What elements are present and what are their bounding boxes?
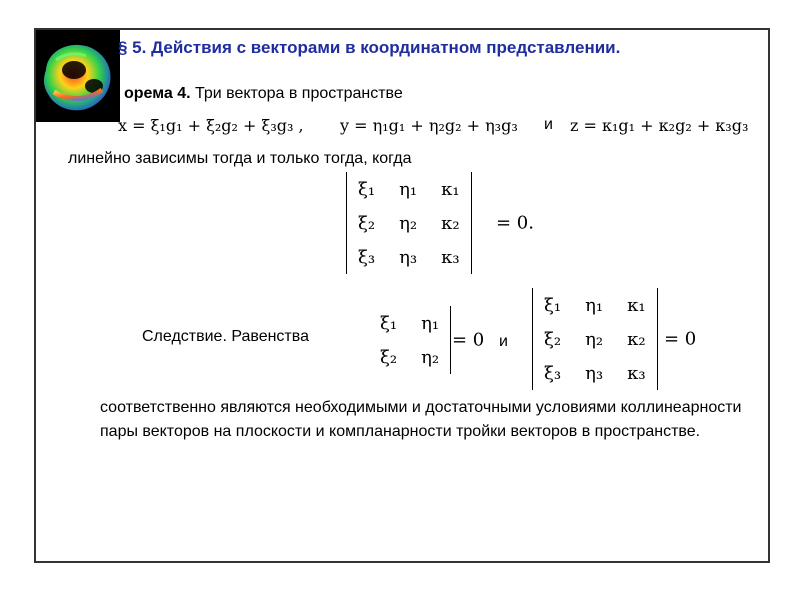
det-cell: κ₃ xyxy=(441,246,460,268)
determinant-equals: = 0. xyxy=(496,212,534,234)
det-cell: κ₁ xyxy=(627,294,646,316)
slide-frame xyxy=(34,28,770,563)
det-cell: ξ₁ xyxy=(544,294,562,316)
det-cell: ξ₃ xyxy=(544,362,562,384)
theorem-text: Три вектора в пространстве xyxy=(195,85,403,102)
det-cell: κ₂ xyxy=(627,328,646,350)
determinant-equals: = 0 xyxy=(452,329,485,351)
formula-x: x = ξ₁g₁ + ξ₂g₂ + ξ₃g₃ , xyxy=(118,116,304,135)
corollary-label: Следствие. Равенства xyxy=(142,328,309,345)
determinant-bar-left xyxy=(532,288,533,390)
conjunction-and: и xyxy=(544,116,553,133)
det-cell: ξ₁ xyxy=(380,312,398,334)
determinant-3x3-corollary xyxy=(532,288,697,390)
det-cell: ξ₁ xyxy=(358,178,376,200)
determinant-bar-right xyxy=(471,172,472,274)
logo-image xyxy=(36,30,120,122)
formula-z: z = κ₁g₁ + κ₂g₂ + κ₃g₃ xyxy=(570,116,749,135)
vector-formulas xyxy=(118,116,772,142)
determinant-matrix xyxy=(346,172,472,274)
condition-text: линейно зависимы тогда и только тогда, когда xyxy=(68,150,412,167)
determinant-equals: = 0 xyxy=(664,328,697,350)
det-cell: ξ₃ xyxy=(358,246,376,268)
det-cell: η₁ xyxy=(399,178,418,200)
determinant-bar-left xyxy=(346,172,347,274)
theorem-statement xyxy=(124,85,403,103)
conjunction-and: и xyxy=(499,333,508,350)
determinant-2x2 xyxy=(368,306,485,374)
determinant-matrix xyxy=(368,306,451,374)
det-cell: ξ₂ xyxy=(380,346,398,368)
det-cell: η₂ xyxy=(399,212,418,234)
theorem-label: орема 4. xyxy=(124,85,191,102)
formula-y: y = η₁g₁ + η₂g₂ + η₃g₃ xyxy=(340,116,518,135)
det-cell: η₁ xyxy=(585,294,604,316)
page-title: § 5. Действия с векторами в координатном представлении. xyxy=(118,38,621,57)
det-cell: ξ₂ xyxy=(358,212,376,234)
det-cell: η₃ xyxy=(399,246,418,268)
det-cell: κ₃ xyxy=(627,362,646,384)
conclusion-text: соответственно являются необходимыми и достаточными условиями коллинеарности пары векторов на плоскости и компланарности тройки векторов в пространстве. xyxy=(100,399,742,440)
det-cell: κ₁ xyxy=(441,178,460,200)
determinant-matrix xyxy=(532,288,658,390)
det-cell: η₁ xyxy=(421,312,440,334)
determinant-bar-right xyxy=(450,306,451,374)
determinant-3x3-main xyxy=(346,172,534,274)
det-cell: η₂ xyxy=(421,346,440,368)
det-cell: η₂ xyxy=(585,328,604,350)
det-cell: κ₂ xyxy=(441,212,460,234)
det-cell: η₃ xyxy=(585,362,604,384)
determinant-bar-right xyxy=(657,288,658,390)
det-cell: ξ₂ xyxy=(544,328,562,350)
